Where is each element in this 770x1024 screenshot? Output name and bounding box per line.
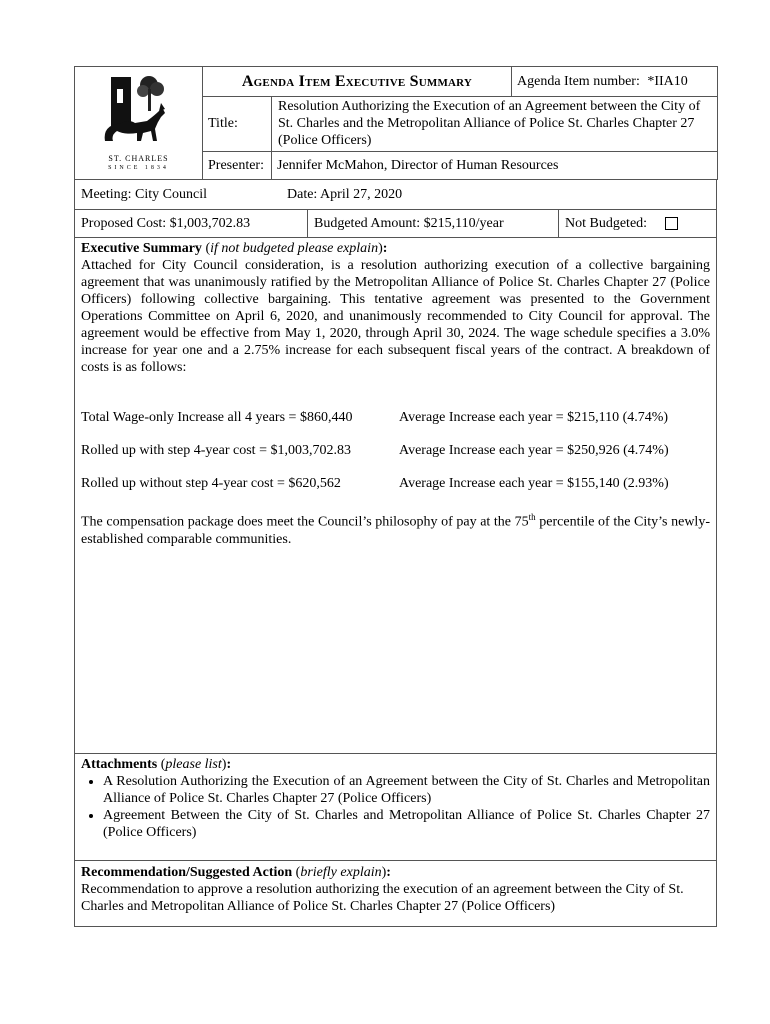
summary-closing-after: percentile of the City’s newly-established comparable communities. <box>81 514 710 547</box>
summary-closing <box>81 509 710 548</box>
agenda-summary-form <box>74 66 717 927</box>
budgeted-amount: Budgeted Amount: $215,110/year <box>307 210 558 237</box>
presenter-label: Presenter: <box>203 152 272 180</box>
attachments-heading: Attachments <box>81 757 158 772</box>
cost-line-2-right: Average Increase each year = $250,926 (4.74%) <box>399 443 669 458</box>
attachment-item: • Agreement Between the City of St. Charles and Metropolitan Alliance of Police St. Charles Chapter 27 (Police Officers) <box>103 807 710 841</box>
agenda-item-label: Agenda Item number: <box>517 73 640 89</box>
meeting-row <box>74 180 717 210</box>
cost-line-1-left: Total Wage-only Increase all 4 years = $860,440 <box>81 410 353 425</box>
meeting-text: Meeting: City Council <box>81 186 207 202</box>
city-logo <box>75 67 203 180</box>
cost-line-1-right: Average Increase each year = $215,110 (4.74%) <box>399 410 669 425</box>
attachments-heading-note: please list <box>165 757 222 772</box>
summary-closing-sup: th <box>528 512 536 522</box>
cost-line-3-left: Rolled up without step 4-year cost = $620,562 <box>81 476 341 491</box>
logo-name: ST. CHARLES <box>108 154 169 163</box>
fox-tree-logo-icon <box>99 75 179 147</box>
cost-line-2 <box>81 443 710 459</box>
agenda-item-value: *IIA10 <box>647 73 688 89</box>
recommendation-heading: Recommendation/Suggested Action <box>81 865 293 880</box>
cost-row <box>74 210 717 238</box>
summary-closing-before: The compensation package does meet the Council’s philosophy of pay at the 75 <box>81 514 529 530</box>
cost-line-3 <box>81 476 710 492</box>
proposed-cost: Proposed Cost: $1,003,702.83 <box>81 215 251 231</box>
not-budgeted-checkbox[interactable] <box>665 217 678 230</box>
title-label: Title: <box>203 97 272 152</box>
doc-title: Agenda Item Executive Summary <box>241 72 473 90</box>
attachments-section: Attachments (please list): • A Resolution Authorizing the Execution of an Agreement between the City of St. Charles and Metropolitan Alliance of Police St. Charles Chapter 27 (Police Officers) • Agreement Between the City of St. Charles and Metropolitan Alliance of Police St. Charles Chapter 27 (Police Officers) <box>74 754 717 861</box>
summary-paragraph: Attached for City Council consideration, is a resolution authorizing execution of a collective bargaining agreement that was unanimously ratified by the Metropolitan Alliance of Police St. Charles Chapter 27 (Police Officers) following collective bargaining. This tentative agreement was presented to the Government Operations Committee on April 6, 2020, and unanimously recommended to City Council for approval. The agreement would be effective from May 1, 2020, through April 30, 2024. The wage schedule specifies a 3.0% increase for year one and a 2.75% increase for each subsequent fiscal years of the contract. A breakdown of costs is as follows: <box>81 258 710 375</box>
not-budgeted-label: Not Budgeted: <box>565 215 648 231</box>
attachment-item: • A Resolution Authorizing the Execution of an Agreement between the City of St. Charles and Metropolitan Alliance of Police St. Charles Chapter 27 (Police Officers) <box>103 773 710 807</box>
executive-summary-section: Executive Summary (if not budgeted please explain): Attached for City Council consideration, is a resolution authorizing execution of a collective bargaining agreement that was unanimously ratified by the Metropolitan Alliance of Police St. Charles Chapter 27 (Police Officers) following collective bargaining. This tentative agreement was presented to the Government Operations Committee on April 6, 2020, and unanimously recommended to City Council for approval. The agreement would be effective from May 1, 2020, through April 30, 2024. The wage schedule specifies a 3.0% increase for year one and a 2.75% increase for each subsequent fiscal years of the contract. A breakdown of costs is as follows: Total Wage-only Increase all 4 years = $860,440 Average Increase each year = $215,110 (4.74%) Rolled up with step 4-year cost = $1,003,702.83 Average Increase each year = $250,926 (4.74%) Rolled up without step 4-year cost = $620,562 Average Increase each year = $155,140 (2.93%) The compensation package does meet the Council’s philosophy of pay at the 75th percentile of the City’s newly-established comparable communities. <box>74 238 717 754</box>
summary-heading: Executive Summary <box>81 241 202 256</box>
recommendation-section: Recommendation/Suggested Action (briefly explain): Recommendation to approve a resolution authorizing the execution of an agreement between the City of St. Charles and Metropolitan Alliance of Police St. Charles Chapter 27 (Police Officers) <box>74 861 717 927</box>
agenda-item-cell <box>512 67 718 97</box>
not-budgeted-cell <box>558 210 716 237</box>
title-value: Resolution Authorizing the Execution of an Agreement between the City of St. Charles and the Metropolitan Alliance of Police St. Charles Chapter 27 (Police Officers) <box>272 97 718 152</box>
doc-title-cell <box>203 67 512 97</box>
attachments-list <box>81 773 710 841</box>
header-table <box>74 66 718 180</box>
recommendation-heading-note: briefly explain <box>300 865 382 880</box>
presenter-value: Jennifer McMahon, Director of Human Resources <box>272 152 718 180</box>
meeting-date: Date: April 27, 2020 <box>287 186 403 202</box>
summary-heading-note: if not budgeted please explain <box>210 241 379 256</box>
logo-since: SINCE 1834 <box>108 165 169 171</box>
cost-line-2-left: Rolled up with step 4-year cost = $1,003,702.83 <box>81 443 351 458</box>
cost-line-3-right: Average Increase each year = $155,140 (2.93%) <box>399 476 669 491</box>
recommendation-text: Recommendation to approve a resolution authorizing the execution of an agreement between the City of St. Charles and Metropolitan Alliance of Police St. Charles Chapter 27 (Police Officers) <box>81 882 684 914</box>
cost-line-1 <box>81 410 710 426</box>
